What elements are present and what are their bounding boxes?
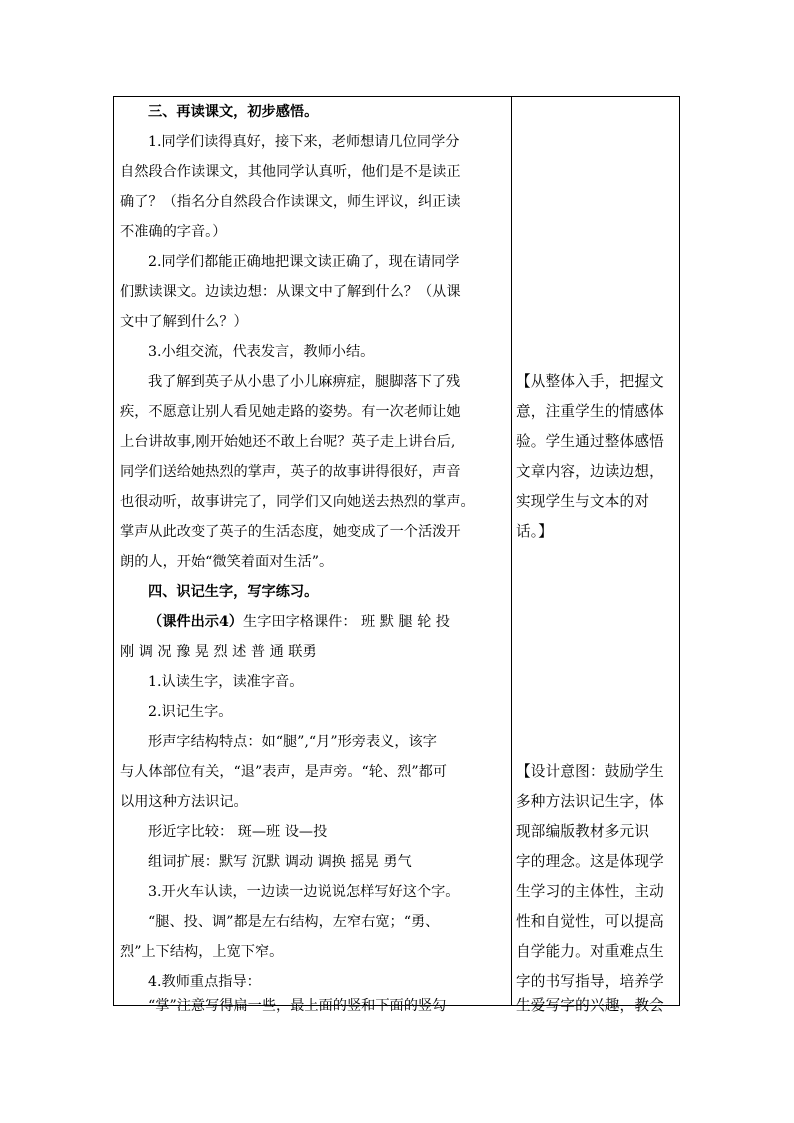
design-note-line: 文章内容，边读边想， [516,463,664,480]
courseware-chars: 生字田字格课件： 班 默 腿 轮 投 [243,614,450,630]
design-note-line: 自学能力。对重难点生 [516,943,664,960]
design-intent-cell [512,97,680,1014]
paragraph-line: 同学们送给她热烈的掌声，英子的故事讲得很好，声音 [120,464,461,480]
paragraph-line: 1.同学们读得真好，接下来，老师想请几位同学分 [148,134,460,150]
paragraph-line: 也很动听，故事讲完了，同学们又向她送去热烈的掌声。 [120,494,475,510]
design-note-line: 字的理念。这是体现学 [516,853,664,870]
design-note-line: 性和自觉性，可以提高 [516,913,664,930]
paragraph-line: 2.同学们都能正确地把课文读正确了，现在请同学 [148,254,460,270]
design-note-line: 生爱写字的兴趣，教会 [516,997,664,1014]
paragraph-line: 烈”上下结构，上宽下窄。 [120,944,284,960]
paragraph-line: 形声字结构特点：如“腿”,“月”形旁表义，该字 [148,734,437,750]
paragraph-line: 掌声从此改变了英子的生活态度，她变成了一个活泼开 [120,524,461,540]
paragraph-line: 朗的人，开始“微笑着面对生活”。 [120,554,334,570]
paragraph-line: 4.教师重点指导： [148,974,261,990]
paragraph-line: 们默读课文。边读边想：从课文中了解到什么？（从课 [120,284,461,300]
paragraph-line [148,612,450,632]
paragraph-line: “掌”注意写得扁一些，最上面的竖和下面的竖勾 [148,998,447,1014]
paragraph-line: 疾，不愿意让别人看见她走路的姿势。有一次老师让她 [120,404,461,420]
paragraph-line: 1.认读生字，读准字音。 [148,674,304,690]
design-note-line: 【从整体入手，把握文 [516,373,664,390]
design-note-line: 实现学生与文本的对 [516,493,650,510]
paragraph-line: 以用这种方法识记。 [120,794,248,810]
design-note-line: 生学习的主体性，主动 [516,883,664,900]
design-note-line: 多种方法识记生字，体 [516,793,664,810]
paragraph-line: 自然段合作读课文，其他同学认真听，他们是不是读正 [120,164,461,180]
design-note-line: 验。学生通过整体感悟 [516,433,664,450]
design-note-line: 字的书写指导，培养学 [516,973,664,990]
design-note-line: 现部编版教材多元识 [516,823,650,840]
paragraph-line: 不准确的字音。） [120,224,227,240]
paragraph-line: 上台讲故事,刚开始她还不敢上台呢？英子走上讲台后, [120,434,456,450]
paragraph-line: 与人体部位有关，“退”表声，是声旁。“轮、烈”都可 [120,764,447,780]
paragraph-line: “腿、投、调”都是左右结构，左窄右宽；“勇、 [148,914,440,930]
paragraph-line: 组词扩展：默写 沉默 调动 调换 摇晃 勇气 [148,854,412,870]
paragraph-line: 文中了解到什么？） [120,314,248,330]
design-note-line: 话。】 [516,523,554,540]
lesson-plan-table [113,96,680,1014]
paragraph-line: 确了？（指名分自然段合作读课文，师生评议，纠正读 [120,194,461,210]
paragraph-line: 3.小组交流，代表发言，教师小结。 [148,344,375,360]
paragraph-line: 2.识记生字。 [148,704,233,720]
paragraph-line: 我了解到英子从小患了小儿麻痹症，腿脚落下了残 [148,374,461,390]
section-heading: 三、再读课文，初步感悟。 [148,104,319,120]
teaching-process-cell [114,97,511,1014]
paragraph-line: 刚 调 况 豫 晃 烈 述 普 通 联勇 [120,644,317,660]
courseware-label: （课件出示4） [148,614,243,630]
design-note-line: 【设计意图：鼓励学生 [516,763,664,780]
section-heading: 四、识记生字，写字练习。 [148,584,319,600]
paragraph-line: 3.开火车认读，一边读一边说说怎样写好这个字。 [148,884,460,900]
design-note-line: 意，注重学生的情感体 [516,403,664,420]
paragraph-line: 形近字比较： 斑—班 设—投 [148,824,328,840]
